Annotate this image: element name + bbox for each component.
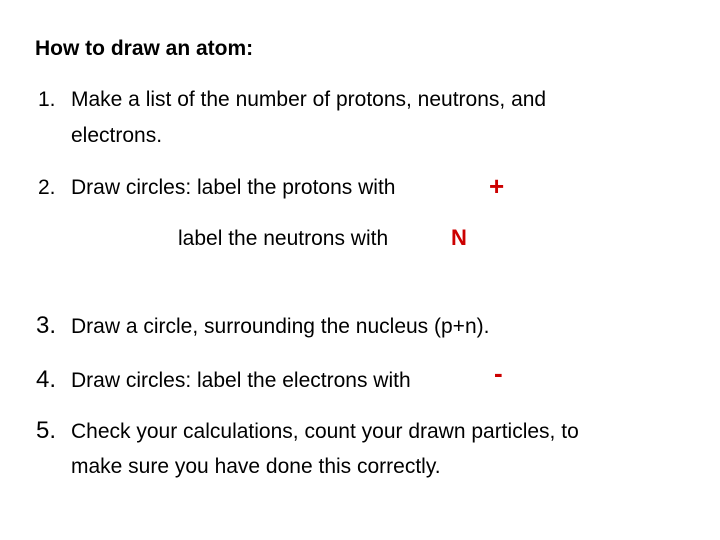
step-5-number: 5.	[36, 417, 57, 444]
step-4-number: 4.	[36, 366, 57, 393]
step-3-text: Draw a circle, surrounding the nucleus (p+n).	[71, 315, 490, 338]
step-3-number: 3.	[36, 312, 57, 339]
proton-plus-symbol: +	[489, 171, 505, 201]
step-5-text-line1: Check your calculations, count your drawn particles, to	[71, 420, 579, 443]
page-title: How to draw an atom:	[35, 37, 254, 60]
step-1-number: 1.	[38, 88, 56, 111]
step-2-text-line2: label the neutrons with	[178, 227, 389, 250]
step-2-text-line1: Draw circles: label the protons with	[71, 176, 396, 199]
step-1-text-line1: Make a list of the number of protons, neutrons, and	[71, 88, 547, 111]
step-1-text-line2: electrons.	[71, 124, 163, 147]
electron-minus-symbol: -	[494, 358, 503, 388]
step-2-number: 2.	[38, 176, 56, 199]
step-4-text: Draw circles: label the electrons with	[71, 369, 411, 392]
neutron-n-symbol: N	[451, 225, 467, 250]
step-5-text-line2: make sure you have done this correctly.	[71, 455, 441, 478]
